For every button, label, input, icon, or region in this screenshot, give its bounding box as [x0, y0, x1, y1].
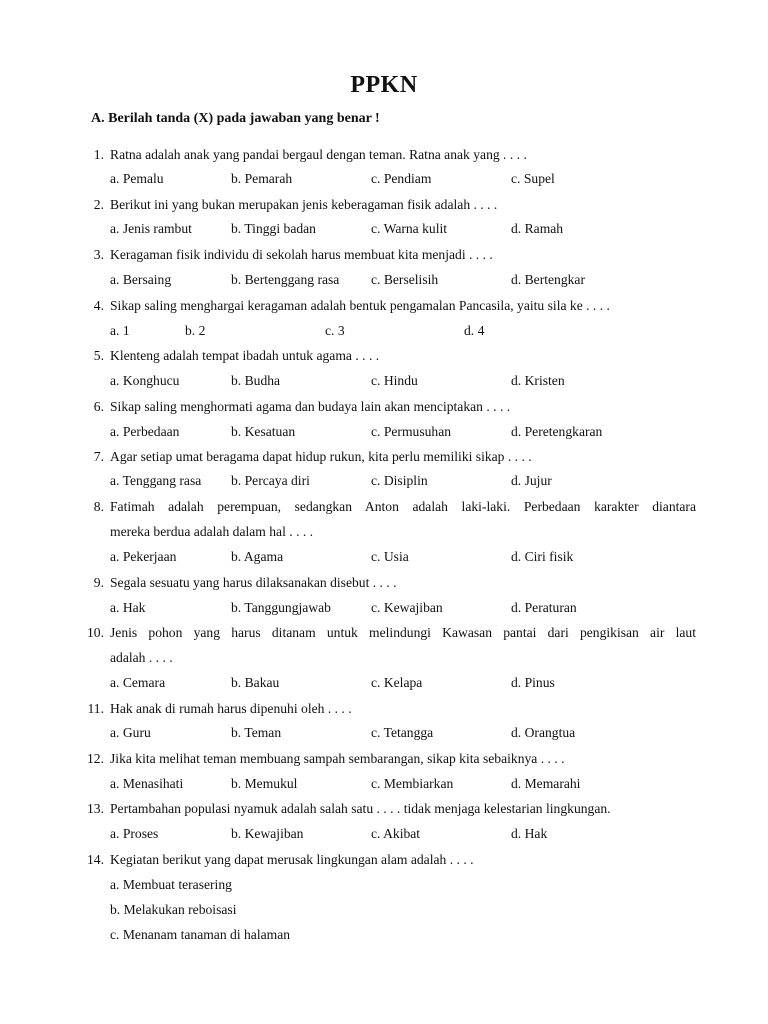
question-number: 5.: [93, 348, 104, 363]
option-b: b. Budha: [231, 373, 281, 388]
option-d: d. Orangtua: [511, 725, 576, 740]
option-c: c. Tetangga: [371, 725, 434, 740]
option-d: d. Jujur: [511, 473, 552, 488]
question-number: 13.: [87, 801, 104, 816]
option-a: a. Proses: [110, 826, 159, 841]
option-c: c. Disiplin: [371, 473, 428, 488]
option-b: b. Percaya diri: [231, 473, 310, 488]
option-c: c. Usia: [371, 549, 409, 564]
option-a: a. Konghucu: [110, 373, 180, 388]
option-d: d. 4: [464, 323, 485, 338]
question-text: Agar setiap umat beragama dapat hidup rukun, kita perlu memiliki sikap . . . .: [110, 449, 532, 464]
question-text: Jenis pohon yang harus ditanam untuk melindungi Kawasan pantai dari pengikisan air laut: [110, 625, 696, 640]
option-d: d. Bertengkar: [511, 272, 585, 287]
option-d: d. Kristen: [511, 373, 565, 388]
question-text: Sikap saling menghormati agama dan budaya lain akan menciptakan . . . .: [110, 399, 511, 414]
question-text: Sikap saling menghargai keragaman adalah bentuk pengamalan Pancasila, yaitu sila ke . . . .: [110, 298, 610, 313]
option-b: b. Kewajiban: [231, 826, 304, 841]
option-b: b. Tinggi badan: [231, 221, 316, 236]
option-a: a. Cemara: [110, 675, 166, 690]
option-d: c. Supel: [511, 171, 555, 186]
question-number: 8.: [93, 499, 104, 514]
question-number: 12.: [87, 751, 104, 766]
option-b: b. Bertenggang rasa: [231, 272, 340, 287]
option-a: a. Guru: [110, 725, 151, 740]
option-a: a. Menasihati: [110, 776, 184, 791]
question-text: Keragaman fisik individu di sekolah harus membuat kita menjadi . . . .: [110, 247, 493, 262]
option-c: c. Membiarkan: [371, 776, 454, 791]
question-text: Klenteng adalah tempat ibadah untuk agama . . . .: [110, 348, 380, 363]
question-number: 2.: [93, 197, 104, 212]
option-a: a. Tenggang rasa: [110, 473, 202, 488]
question-number: 4.: [93, 298, 104, 313]
option-a: a. 1: [110, 323, 130, 338]
section-instruction: A. Berilah tanda (X) pada jawaban yang benar !: [91, 111, 380, 126]
option-d: d. Peraturan: [511, 600, 577, 615]
option-a: a. Perbedaan: [110, 424, 180, 439]
option-d: d. Ramah: [511, 221, 564, 236]
option-d: d. Memarahi: [511, 776, 581, 791]
option-d: d. Pinus: [511, 675, 555, 690]
question-text: Ratna adalah anak yang pandai bergaul dengan teman. Ratna anak yang . . . .: [110, 147, 527, 162]
option-b: b. Bakau: [231, 675, 280, 690]
question-number: 6.: [93, 399, 104, 414]
question-text: Jika kita melihat teman membuang sampah sembarangan, sikap kita sebaiknya . . . .: [110, 751, 565, 766]
option-b: b. Tanggungjawab: [231, 600, 331, 615]
option-b: b. Melakukan reboisasi: [110, 902, 237, 917]
option-c: c. Kewajiban: [371, 600, 443, 615]
question-number: 10.: [87, 625, 104, 640]
question-number: 1.: [93, 147, 104, 162]
question-number: 7.: [93, 449, 104, 464]
page-title: PPKN: [350, 72, 418, 98]
option-b: b. Memukul: [231, 776, 298, 791]
option-a: a. Bersaing: [110, 272, 172, 287]
question-text-continued: adalah . . . .: [110, 650, 173, 665]
option-c: c. Akibat: [371, 826, 421, 841]
option-c: c. Permusuhan: [371, 424, 452, 439]
option-c: c. Pendiam: [371, 171, 432, 186]
option-c: c. 3: [325, 323, 345, 338]
question-number: 3.: [93, 247, 104, 262]
option-b: b. Pemarah: [231, 171, 293, 186]
option-d: d. Peretengkaran: [511, 424, 603, 439]
question-text: Berikut ini yang bukan merupakan jenis keberagaman fisik adalah . . . .: [110, 197, 498, 212]
question-text: Kegiatan berikut yang dapat merusak lingkungan alam adalah . . . .: [110, 852, 474, 867]
question-text: Hak anak di rumah harus dipenuhi oleh . . . .: [110, 701, 352, 716]
question-number: 14.: [87, 852, 104, 867]
option-d: d. Hak: [511, 826, 548, 841]
option-c: c. Berselisih: [371, 272, 439, 287]
question-number: 9.: [93, 575, 104, 590]
option-c: c. Menanam tanaman di halaman: [110, 927, 291, 942]
option-a: a. Pekerjaan: [110, 549, 177, 564]
option-b: b. 2: [185, 323, 206, 338]
question-text-continued: mereka berdua adalah dalam hal . . . .: [110, 524, 314, 539]
question-text: Segala sesuatu yang harus dilaksanakan disebut . . . .: [110, 575, 397, 590]
option-a: a. Jenis rambut: [110, 221, 192, 236]
option-d: d. Ciri fisik: [511, 549, 574, 564]
option-c: c. Warna kulit: [371, 221, 448, 236]
option-c: c. Hindu: [371, 373, 418, 388]
option-a: a. Hak: [110, 600, 146, 615]
option-b: b. Kesatuan: [231, 424, 296, 439]
question-text: Fatimah adalah perempuan, sedangkan Anton adalah laki-laki. Perbedaan karakter diantara: [110, 499, 696, 514]
option-a: a. Pemalu: [110, 171, 164, 186]
option-c: c. Kelapa: [371, 675, 423, 690]
option-b: b. Agama: [231, 549, 284, 564]
question-number: 11.: [87, 701, 104, 716]
option-b: b. Teman: [231, 725, 282, 740]
question-text: Pertambahan populasi nyamuk adalah salah satu . . . . tidak menjaga kelestarian lingkungan.: [110, 801, 611, 816]
option-a: a. Membuat terasering: [110, 877, 232, 892]
